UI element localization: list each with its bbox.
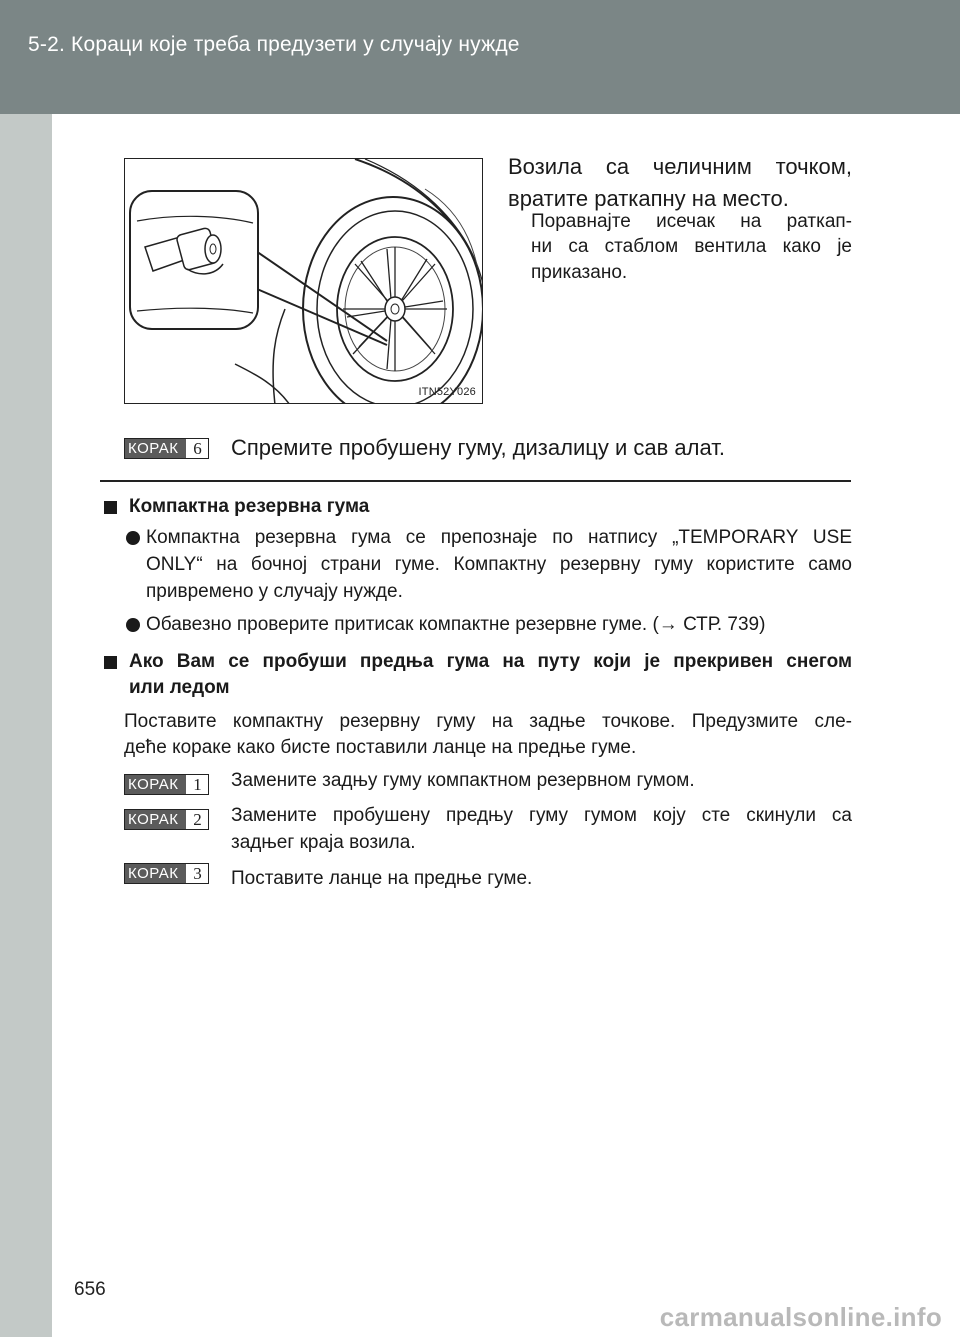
section2-intro-line-1: Поставите компактну резервну гуму на задње точкове. Предузмите сле- <box>124 711 852 732</box>
wheel-cap-illustration <box>124 158 483 404</box>
section2-intro-line-2: деће кораке како бисте поставили ланце на предње гуме. <box>124 737 637 758</box>
step-badge-2 <box>124 809 209 830</box>
section-title: 5-2. Кораци које треба предузети у случају нужде <box>28 33 520 56</box>
step-label: КОРАК <box>125 775 186 794</box>
square-bullet-icon <box>104 656 117 669</box>
step-label: КОРАК <box>125 810 186 829</box>
header-bar <box>0 0 960 114</box>
step5-title-line-2: вратите раткапну на место. <box>508 186 789 211</box>
step5-note-line-3: приказано. <box>531 262 628 283</box>
step5-title-line-1: Возила са челичним точком, <box>508 154 852 179</box>
substep2-line-1: Замените пробушену предњу гуму гумом коју сте скинули са <box>231 805 852 826</box>
bullet2-text: Обавезно проверите притисак компактне резервне гуме. (→ СТР. 739) <box>146 614 766 635</box>
hubcap-drawing <box>125 159 483 404</box>
step5-note-line-1: Поравнајте исечак на раткап- <box>531 211 852 232</box>
section2-heading-line-1: Ако Вам се пробуши предња гума на путу који је прекривен снегом <box>129 651 852 672</box>
section-divider <box>100 480 851 482</box>
step-number: 2 <box>193 810 202 829</box>
step6-text: Спремите пробушену гуму, дизалицу и сав алат. <box>231 435 725 460</box>
step-badge-1 <box>124 774 209 795</box>
step-number: 1 <box>193 775 202 794</box>
substep3-text: Поставите ланце на предње гуме. <box>231 868 533 889</box>
sidebar-strip <box>0 114 52 1337</box>
round-bullet-icon <box>126 531 140 545</box>
bullet1-line-2: ONLY“ на бочној страни гуме. Компактну резервну гуму користите само <box>146 554 852 575</box>
section2-heading-line-2: или ледом <box>129 677 230 698</box>
step-label: КОРАК <box>125 864 186 883</box>
bullet1-line-3: привремено у случају нужде. <box>146 581 403 602</box>
image-code: ITN52Y026 <box>418 386 476 398</box>
step-number: 6 <box>193 439 202 458</box>
substep1-text: Замените задњу гуму компактном резервном гумом. <box>231 770 695 791</box>
section1-heading: Компактна резервна гума <box>129 496 370 517</box>
watermark: carmanualsonline.info <box>659 1302 942 1332</box>
step-badge-6 <box>124 438 209 459</box>
substep2-line-2: задњег краја возила. <box>231 832 416 853</box>
bullet1-line-1: Компактна резервна гума се препознаје по натпису „TEMPORARY USE <box>146 527 852 548</box>
step-badge-3 <box>124 863 209 884</box>
step-number: 3 <box>193 864 202 883</box>
step5-note-line-2: ни са стаблом вентила како је <box>531 236 852 257</box>
square-bullet-icon <box>104 501 117 514</box>
step-label: КОРАК <box>125 439 186 458</box>
round-bullet-icon <box>126 618 140 632</box>
page-number: 656 <box>74 1279 106 1300</box>
